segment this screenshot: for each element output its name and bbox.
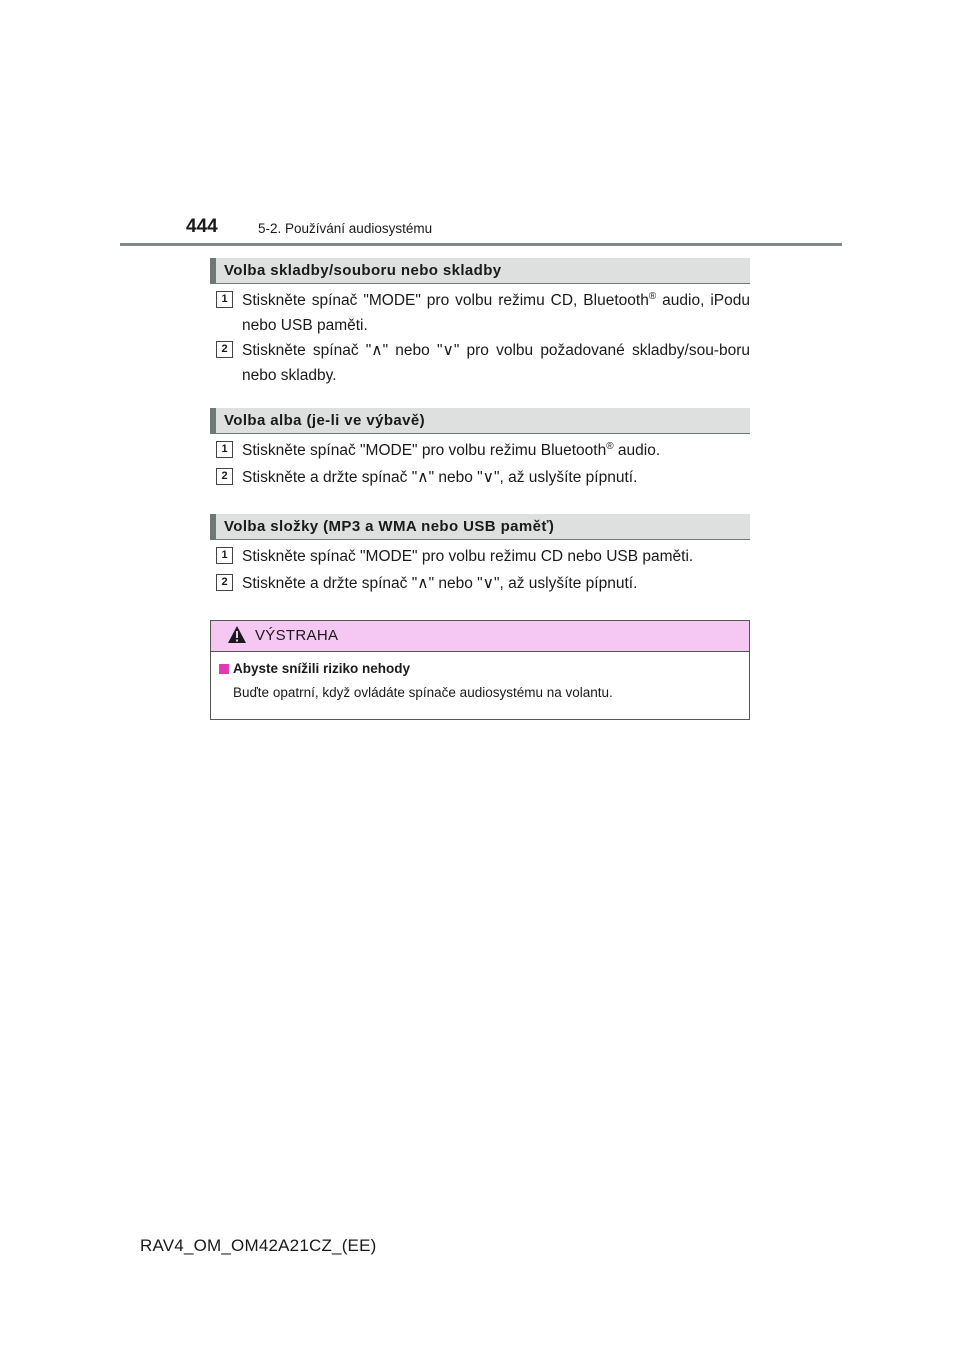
section-header: [210, 258, 750, 284]
step-number: 1: [216, 291, 233, 308]
step-item: [216, 338, 750, 388]
warning-title: VÝSTRAHA: [255, 627, 339, 644]
step-number: 2: [216, 574, 233, 591]
step-text-part: audio.: [613, 442, 661, 459]
step-number: 1: [216, 441, 233, 458]
step-text-part: Stiskněte spínač "MODE" pro volbu režimu Bluetooth: [242, 442, 607, 459]
section-title: Volba skladby/souboru nebo skladby: [224, 262, 502, 279]
step-number: 1: [216, 547, 233, 564]
step-item: [216, 544, 750, 569]
step-number: 2: [216, 341, 233, 358]
warning-header: [211, 621, 749, 652]
section-header: [210, 514, 750, 540]
step-item: [216, 571, 750, 596]
step-text: Stiskněte a držte spínač "∧" nebo "∨", až uslyšíte pípnutí.: [242, 469, 638, 486]
step-text: Stiskněte spínač "∧" nebo "∨" pro volbu požadované skladby/sou-boru nebo skladby.: [242, 342, 750, 384]
registered-mark: ®: [648, 291, 657, 302]
step-text: [242, 288, 750, 338]
section-title: Volba alba (je-li ve výbavě): [224, 412, 425, 429]
step-number: 2: [216, 468, 233, 485]
step-text-part: audio, iPodu nebo USB paměti.: [242, 292, 750, 334]
warning-subheading: Abyste snížili riziko nehody: [233, 661, 411, 676]
step-text-part: Stiskněte spínač "MODE" pro volbu režimu CD, Bluetooth: [242, 292, 649, 309]
warning-box: [210, 620, 750, 720]
warning-triangle-icon: [227, 625, 247, 650]
step-item: [216, 288, 750, 338]
chapter-title: 5-2. Používání audiosystému: [258, 221, 433, 236]
header-rule: [120, 243, 842, 246]
registered-mark: ®: [606, 441, 614, 452]
step-item: [216, 465, 750, 490]
step-text: [242, 438, 750, 463]
step-text: Stiskněte spínač "MODE" pro volbu režimu CD nebo USB paměti.: [242, 548, 694, 565]
footer-code: RAV4_OM_OM42A21CZ_(EE): [140, 1236, 377, 1255]
warning-body: Buďte opatrní, když ovládáte spínače audiosystému na volantu.: [233, 685, 613, 700]
step-text: Stiskněte a držte spínač "∧" nebo "∨", až uslyšíte pípnutí.: [242, 575, 638, 592]
page-number: 444: [186, 216, 218, 237]
square-bullet-icon: [219, 664, 229, 674]
section-title: Volba složky (MP3 a WMA nebo USB paměť): [224, 518, 555, 535]
step-item: [216, 438, 750, 463]
section-header: [210, 408, 750, 434]
